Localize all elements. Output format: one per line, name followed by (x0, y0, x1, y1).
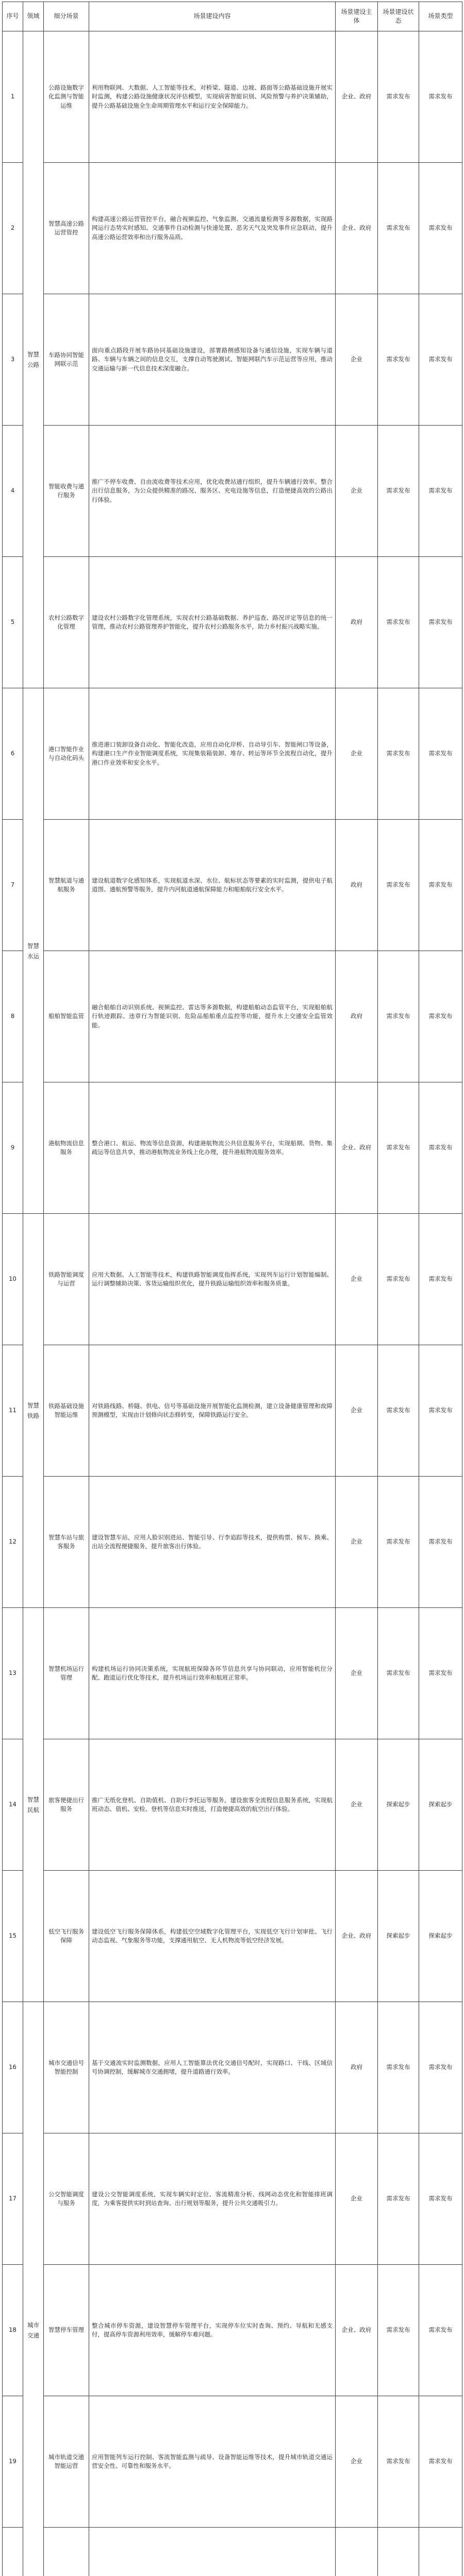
table-row (3, 1082, 462, 1214)
table-row (3, 163, 462, 294)
cell-entity: 政府 (336, 820, 378, 951)
table-row (3, 820, 462, 951)
cell-entity: 政府 (336, 951, 378, 1082)
cell-requirement: 融合船舶自动识别系统、视频监控、雷达等多源数据，构建船舶动态监管平台，实现船舶航行轨迹跟踪、违章行为智能识别、危险品船舶重点监控等功能，提升水上交通安全监管效能。 (89, 951, 336, 1082)
cell-type: 需求发布 (419, 2133, 462, 2265)
cell-scene: 公交智能调度与服务 (44, 2133, 89, 2265)
cell-type: 需求发布 (419, 1082, 462, 1214)
cell-type: 需求发布 (419, 2002, 462, 2133)
cell-scene: 旅客便捷出行服务 (44, 1739, 89, 1871)
cell-requirement: 利用物联网、大数据、人工智能等技术，对桥梁、隧道、边坡、路面等公路基础设施开展实时监测，构建公路设施健康状况评估模型，实现病害智能识别、风险预警与养护决策辅助，提升公路基础设施全生命周期管理水平和运行安全保障能力。 (89, 31, 336, 163)
table-row (3, 1608, 462, 1739)
table-row (3, 426, 462, 557)
cell-type: 需求发布 (419, 557, 462, 688)
table-body (3, 31, 462, 2576)
cell-status: 需求发布 (378, 163, 419, 294)
table-row (3, 31, 462, 163)
cell-type: 需求发布 (419, 688, 462, 820)
cell-requirement: 应用智能列车运行控制、客流智能监测与疏导、设备智能运维等技术，提升城市轨道交通运营安全性、可靠性和服务水平。 (89, 2396, 336, 2528)
cell-requirement: 建设航道数字化感知体系，实现航道水深、水位、航标状态等要素的实时监测，提供电子航道图、通航预警等服务，提升内河航道通航保障能力和船舶航行安全水平。 (89, 820, 336, 951)
cell-entity: 企业、政府 (336, 31, 378, 163)
cell-domain: 智慧民航 (23, 1608, 44, 2002)
cell-status: 需求发布 (378, 2002, 419, 2133)
cell-scene: 车路协同智能网联示范 (44, 294, 89, 426)
cell-status: 需求发布 (378, 2133, 419, 2265)
cell-status: 探索起步 (378, 1739, 419, 1871)
cell-status (378, 2528, 419, 2576)
cell-requirement: 对铁路线路、桥隧、供电、信号等基础设施开展智能化监测检测，建立设备健康管理和故障预测模型，实现由计划修向状态修转变，保障铁路运行安全。 (89, 1345, 336, 1477)
cell-entity: 企业、政府 (336, 1082, 378, 1214)
cell-scene: 港口智能作业与自动化码头 (44, 688, 89, 820)
cell-entity: 企业 (336, 688, 378, 820)
cell-no: 13 (3, 1608, 23, 1739)
cell-no: 7 (3, 820, 23, 951)
cell-status: 需求发布 (378, 294, 419, 426)
header-row (3, 2, 462, 31)
cell-status: 探索起步 (378, 1871, 419, 2002)
cell-entity: 企业 (336, 426, 378, 557)
table-row (3, 951, 462, 1082)
table-row (3, 688, 462, 820)
table-row (3, 557, 462, 688)
cell-status: 需求发布 (378, 1214, 419, 1345)
cell-no: 9 (3, 1082, 23, 1214)
cell-status: 需求发布 (378, 688, 419, 820)
cell-scene (44, 2528, 89, 2576)
cell-entity: 企业、政府 (336, 163, 378, 294)
cell-entity: 企业 (336, 1345, 378, 1477)
cell-entity (336, 2528, 378, 2576)
cell-requirement (89, 2528, 336, 2576)
cell-type: 需求发布 (419, 951, 462, 1082)
cell-status: 需求发布 (378, 1608, 419, 1739)
cell-requirement: 推广无纸化登机、自助值机、自助行李托运等服务，建设旅客全流程信息服务系统，实现航班动态、值机、安检、登机等信息实时推送，打造便捷高效的航空出行体验。 (89, 1739, 336, 1871)
header-requirement: 场景建设内容 (89, 2, 336, 31)
table-row (3, 2528, 462, 2576)
cell-no: 8 (3, 951, 23, 1082)
cell-entity: 企业 (336, 2133, 378, 2265)
cell-type: 需求发布 (419, 31, 462, 163)
cell-requirement: 整合城市停车资源，建设智慧停车管理平台，实现停车位实时查询、预约、导航和无感支付，提高停车资源利用效率，缓解停车难问题。 (89, 2265, 336, 2396)
cell-entity: 企业、政府 (336, 2265, 378, 2396)
table-row (3, 1214, 462, 1345)
cell-type: 需求发布 (419, 294, 462, 426)
header-type: 场景类型 (419, 2, 462, 31)
cell-requirement: 基于交通流实时监测数据，应用人工智能算法优化交通信号配时，实现路口、干线、区域信号协调控制，缓解城市交通拥堵，提升道路通行效率。 (89, 2002, 336, 2133)
cell-status: 需求发布 (378, 557, 419, 688)
cell-status: 需求发布 (378, 820, 419, 951)
scene-table (2, 2, 462, 2576)
table-row (3, 2396, 462, 2528)
cell-no: 16 (3, 2002, 23, 2133)
table-row (3, 1345, 462, 1477)
cell-scene: 智慧高速公路运营管控 (44, 163, 89, 294)
cell-entity: 企业、政府 (336, 1871, 378, 2002)
cell-type: 需求发布 (419, 1214, 462, 1345)
cell-scene: 智慧停车管理 (44, 2265, 89, 2396)
cell-requirement: 整合港口、航运、物流等信息资源，构建港航物流公共信息服务平台，实现船期、货物、集疏运等信息共享，推动港航物流业务线上化办理，提升港航物流服务效率。 (89, 1082, 336, 1214)
table-row (3, 1739, 462, 1871)
cell-entity: 企业 (336, 2396, 378, 2528)
cell-entity: 政府 (336, 2002, 378, 2133)
cell-no: 14 (3, 1739, 23, 1871)
cell-entity: 企业 (336, 1214, 378, 1345)
cell-type: 探索起步 (419, 1871, 462, 2002)
header-domain: 领域 (23, 2, 44, 31)
cell-no (3, 2528, 23, 2576)
cell-scene: 低空飞行服务保障 (44, 1871, 89, 2002)
table-row (3, 2133, 462, 2265)
cell-no: 6 (3, 688, 23, 820)
cell-no: 5 (3, 557, 23, 688)
cell-no: 2 (3, 163, 23, 294)
cell-entity: 政府 (336, 557, 378, 688)
cell-domain: 智慧公路 (23, 31, 44, 688)
cell-status: 需求发布 (378, 426, 419, 557)
cell-requirement: 应用大数据、人工智能等技术，构建铁路智能调度指挥系统，实现列车运行计划智能编制、运行调整辅助决策、客货运输组织优化，提升铁路运输组织效率和服务质量。 (89, 1214, 336, 1345)
cell-scene: 城市轨道交通智能运营 (44, 2396, 89, 2528)
cell-no: 3 (3, 294, 23, 426)
cell-requirement: 推广不停车收费、自由流收费等技术应用，优化收费站通行组织，提升车辆通行效率。整合出行信息服务，为公众提供精准的路况、服务区、充电设施等信息，打造便捷高效的公路出行体验。 (89, 426, 336, 557)
cell-status: 需求发布 (378, 2265, 419, 2396)
cell-domain: 智慧水运 (23, 688, 44, 1214)
cell-scene: 智慧车站与旅客服务 (44, 1477, 89, 1608)
cell-domain: 智慧铁路 (23, 1214, 44, 1608)
header-entity: 场景建设主体 (336, 2, 378, 31)
cell-type (419, 2528, 462, 2576)
cell-scene: 智能收费与通行服务 (44, 426, 89, 557)
header-no: 序号 (3, 2, 23, 31)
header-scene: 细分场景 (44, 2, 89, 31)
cell-status: 需求发布 (378, 951, 419, 1082)
cell-no: 17 (3, 2133, 23, 2265)
cell-status: 需求发布 (378, 1082, 419, 1214)
cell-scene: 铁路智能调度与运营 (44, 1214, 89, 1345)
cell-requirement: 面向重点路段开展车路协同基础设施建设，部署路侧感知设备与通信设施，实现车辆与道路、车辆与车辆之间的信息交互，支撑自动驾驶测试、智能网联汽车示范运营等应用，推动交通运输与新一代信息技术深度融合。 (89, 294, 336, 426)
cell-type: 需求发布 (419, 426, 462, 557)
table-row (3, 2002, 462, 2133)
cell-scene: 城市交通信号智能控制 (44, 2002, 89, 2133)
cell-type: 需求发布 (419, 820, 462, 951)
cell-status: 需求发布 (378, 1477, 419, 1608)
cell-no: 10 (3, 1214, 23, 1345)
cell-requirement: 推进港口装卸设备自动化、智能化改造，应用自动化岸桥、自动导引车、智能闸口等设备，构建港口生产作业智能调度系统，实现集装箱装卸、堆存、转运等环节全流程自动化，提升港口作业效率和安全水平。 (89, 688, 336, 820)
cell-entity: 企业 (336, 1739, 378, 1871)
cell-requirement: 建设智慧车站，应用人脸识别进站、智能引导、行李追踪等技术，提供购票、候车、换乘、出站全流程便捷服务，提升旅客出行体验。 (89, 1477, 336, 1608)
cell-type: 需求发布 (419, 1477, 462, 1608)
cell-scene: 船舶智能监管 (44, 951, 89, 1082)
cell-scene: 铁路基础设施智能运维 (44, 1345, 89, 1477)
cell-no: 19 (3, 2396, 23, 2528)
cell-scene: 智慧机场运行管理 (44, 1608, 89, 1739)
table-row (3, 294, 462, 426)
table-row (3, 2265, 462, 2396)
cell-type: 需求发布 (419, 1345, 462, 1477)
cell-no: 15 (3, 1871, 23, 2002)
cell-domain: 城市交通 (23, 2002, 44, 2576)
cell-type: 探索起步 (419, 1739, 462, 1871)
cell-status: 需求发布 (378, 31, 419, 163)
cell-type: 需求发布 (419, 2396, 462, 2528)
cell-no: 4 (3, 426, 23, 557)
cell-no: 1 (3, 31, 23, 163)
cell-no: 11 (3, 1345, 23, 1477)
cell-requirement: 构建高速公路运营管控平台，融合视频监控、气象监测、交通流量检测等多源数据，实现路网运行态势实时感知、交通事件自动检测与快速处置、恶劣天气及突发事件应急联动，提升高速公路运营效率和出行服务品质。 (89, 163, 336, 294)
cell-requirement: 建设公交智能调度系统，实现车辆实时定位、客流精准分析、线网动态优化和智能排班调度，为乘客提供实时到站查询、出行规划等服务，提升公共交通吸引力。 (89, 2133, 336, 2265)
cell-no: 18 (3, 2265, 23, 2396)
cell-scene: 公路设施数字化监测与智能运维 (44, 31, 89, 163)
cell-requirement: 建设农村公路数字化管理系统，实现农村公路基础数据、养护巡查、路况评定等信息的统一管理，推动农村公路管理养护智能化，提升农村公路服务水平，助力乡村振兴战略实施。 (89, 557, 336, 688)
cell-scene: 农村公路数字化管理 (44, 557, 89, 688)
cell-status: 需求发布 (378, 2396, 419, 2528)
cell-type: 需求发布 (419, 1608, 462, 1739)
cell-entity: 企业 (336, 294, 378, 426)
header-status: 场景建设状态 (378, 2, 419, 31)
table-row (3, 1871, 462, 2002)
cell-scene: 智慧航道与通航服务 (44, 820, 89, 951)
cell-requirement: 建设低空飞行服务保障体系，构建低空空域数字化管理平台，实现低空飞行计划审批、飞行动态监视、气象服务等功能，支撑通用航空、无人机物流等低空经济发展。 (89, 1871, 336, 2002)
cell-scene: 港航物流信息服务 (44, 1082, 89, 1214)
cell-type: 需求发布 (419, 163, 462, 294)
cell-entity: 企业 (336, 1477, 378, 1608)
cell-status: 需求发布 (378, 1345, 419, 1477)
table-header (3, 2, 462, 31)
table-row (3, 1477, 462, 1608)
cell-requirement: 构建机场运行协同决策系统，实现航班保障各环节信息共享与协同联动，应用智能机位分配、跑道运行优化等技术，提升机场运行效率和航班正常率。 (89, 1608, 336, 1739)
cell-entity: 企业 (336, 1608, 378, 1739)
cell-type: 需求发布 (419, 2265, 462, 2396)
cell-no: 12 (3, 1477, 23, 1608)
